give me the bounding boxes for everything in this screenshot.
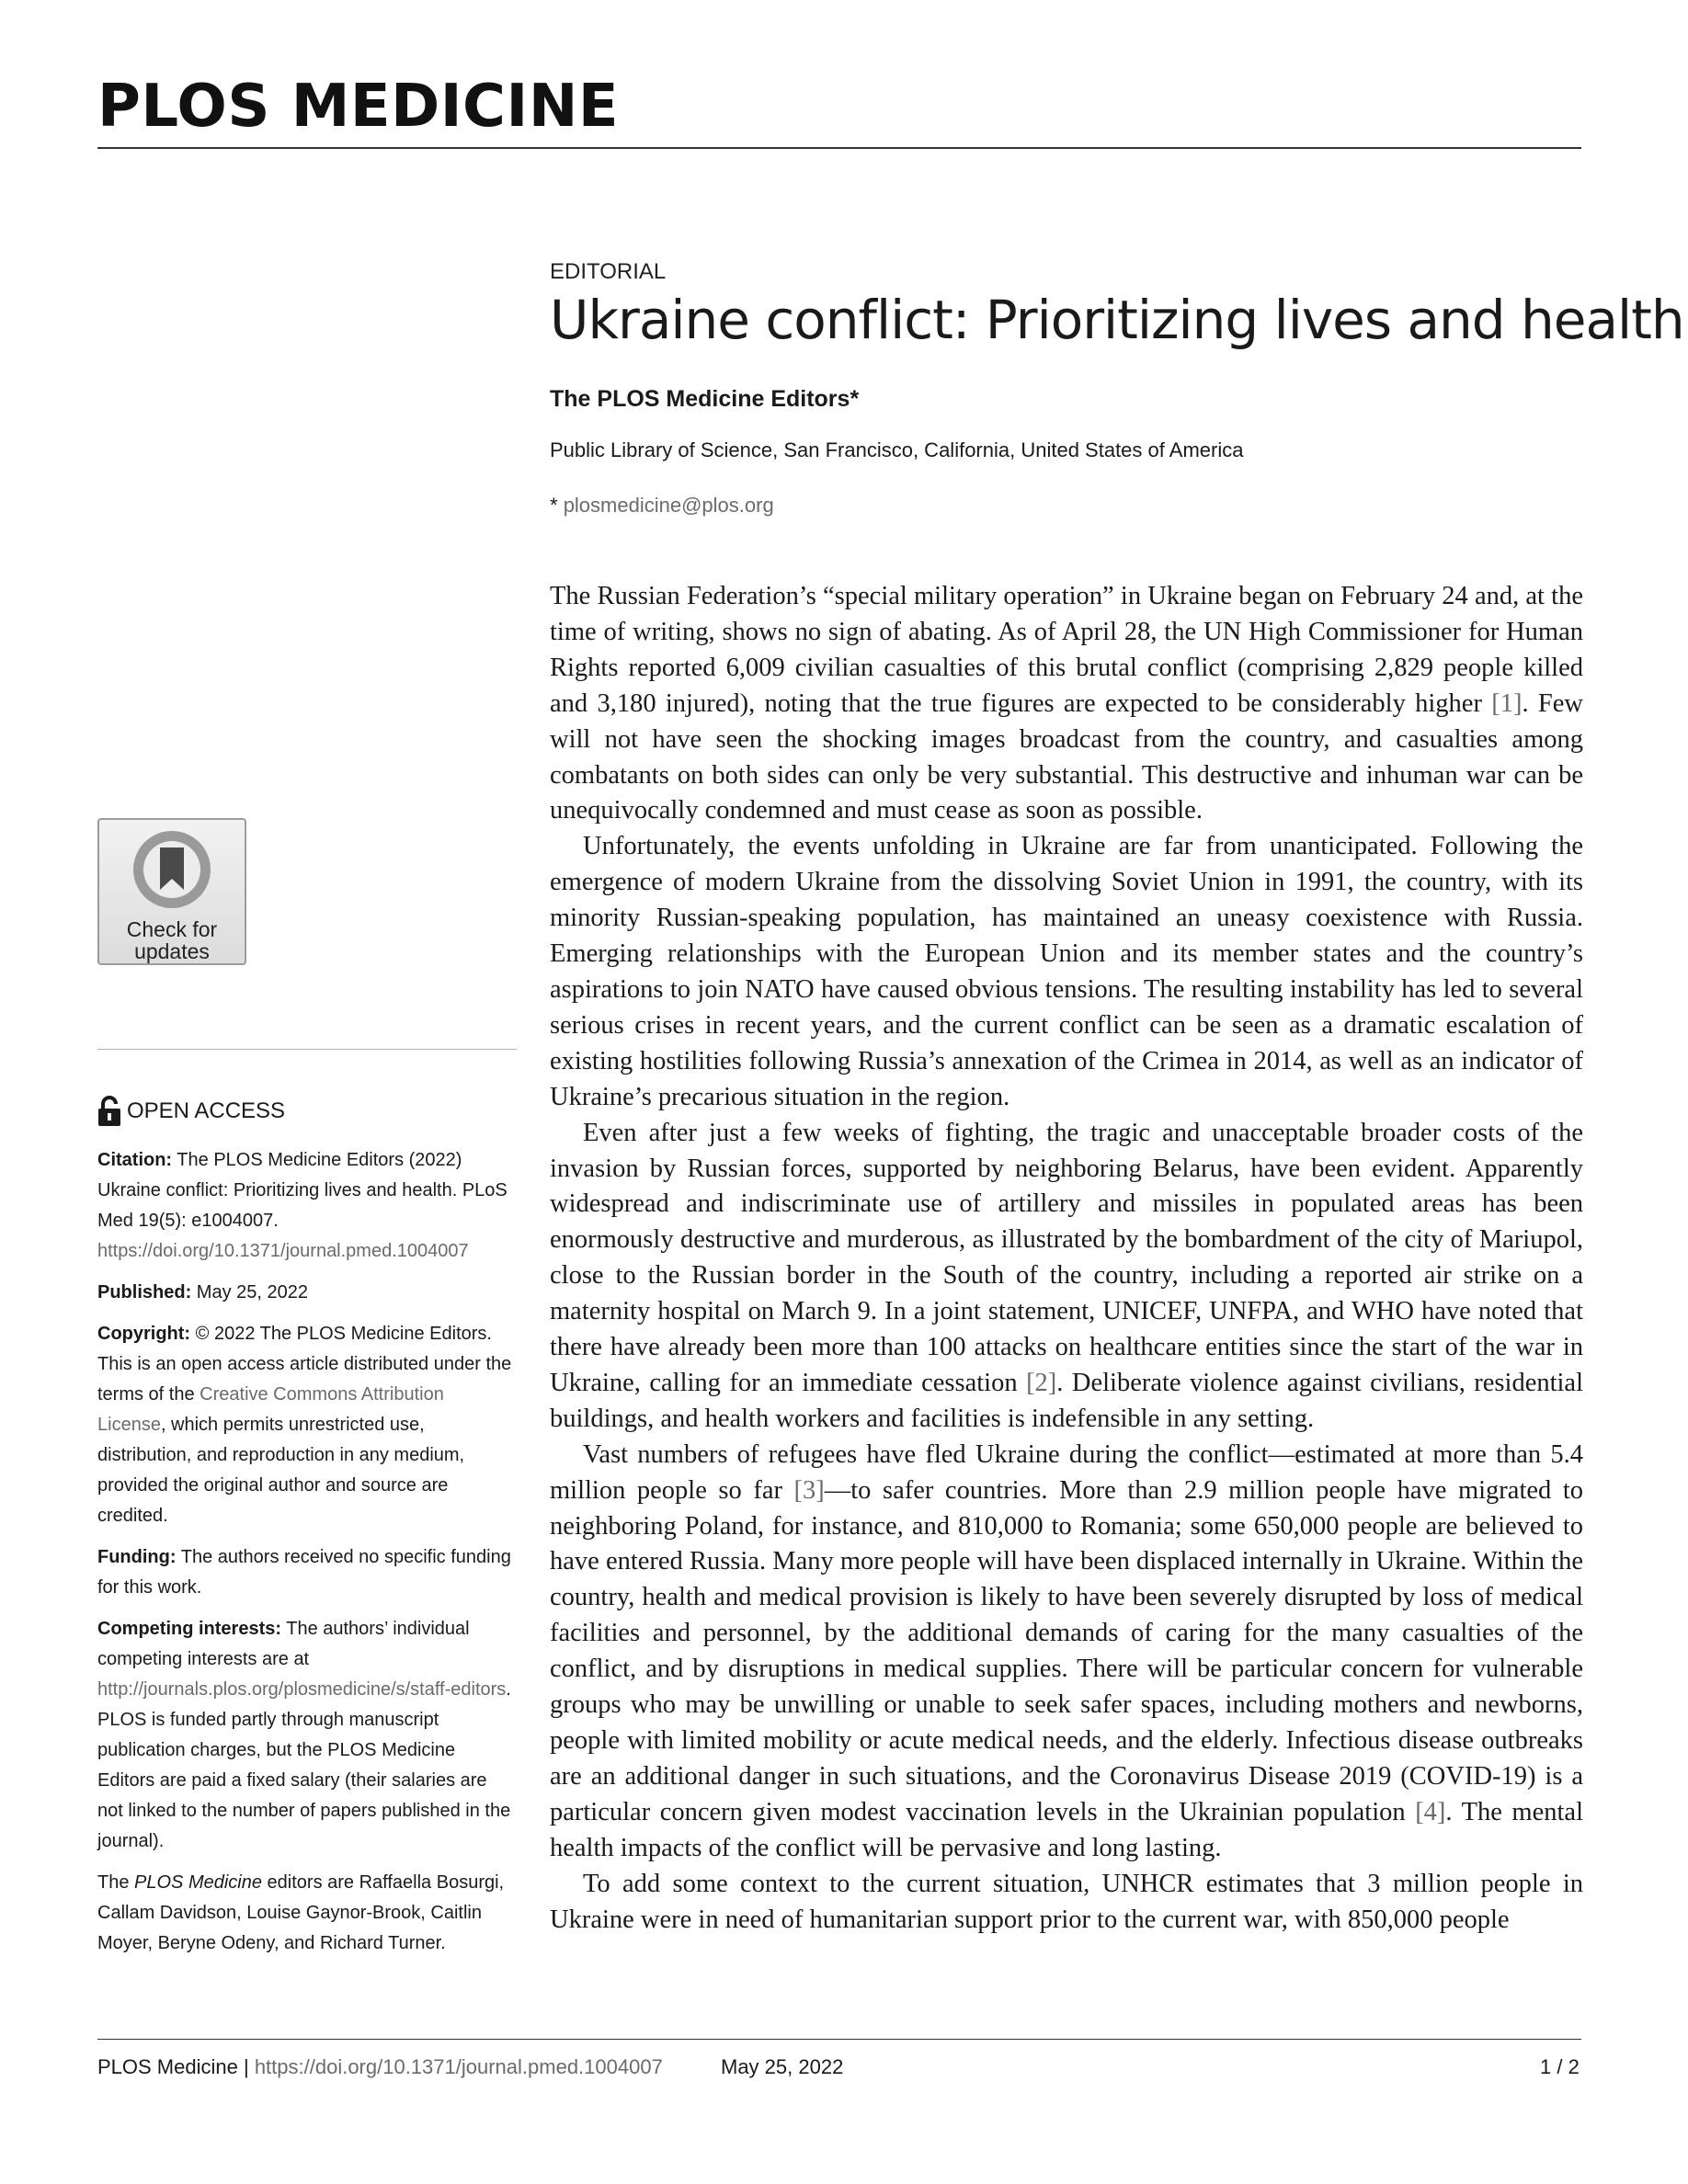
funding-block: Funding: The authors received no specific funding for this work. <box>97 1547 511 1598</box>
page-number: 1 / 2 <box>1540 2055 1580 2078</box>
open-lock-icon <box>97 1096 121 1127</box>
check-for-updates-button[interactable] <box>97 818 246 965</box>
body-paragraph: Even after just a few weeks of fighting, the tragic and unacceptable broader costs of the invasion by Russian forces, supported by neighboring Belarus, have been evident. Apparently widespread and indiscriminate use of artillery and missiles in populated areas has been enormously destructive and murderous, as illustrated by the bombardment of the city of Mariupol, close to the Russian border in the South of the country, including a reported air strike on a maternity hospital on March 9. In a joint statement, UNICEF, UNFPA, and WHO have noted that there have already been more than 100 attacks on healthcare entities since the start of the war in Ukraine, calling for an immediate cessation [2]. Deliberate violence against civilians, residential buildings, and health workers and facilities is indefensible in any setting. <box>550 1118 1583 1433</box>
affiliation: Public Library of Science, San Francisco, California, United States of America <box>550 438 1244 461</box>
corresponding-mark: * <box>550 494 558 517</box>
reference-link[interactable]: [1] <box>1491 688 1523 718</box>
reference-link[interactable]: [2] <box>1026 1368 1057 1397</box>
body-paragraph: The Russian Federation’s “special military operation” in Ukraine began on February 24 and, at the time of writing, shows no sign of abating. As of April 28, the UN High Commissioner for Human Rights reported 6,009 civilian casualties of this brutal conflict (comprising 2,829 people killed and 3,180 injured), noting that the true figures are expected to be considerably higher [1]. Few will not have seen the shocking images broadcast from the country, and casualties among combatants on both sides can only be very substantial. This destructive and inhuman war can be unequivocally condemned and must cease as soon as possible. <box>550 582 1583 825</box>
footer-divider <box>97 2039 1581 2040</box>
corresponding-author-mark: * <box>850 386 860 412</box>
editors-block: The PLOS Medicine editors are Raffaella Bosurgi, Callam Davidson, Louise Gaynor-Brook, Caitlin Moyer, Beryne Odeny, and Richard Turner. <box>97 1872 505 1953</box>
article-body <box>550 579 1583 1938</box>
article-info-sidebar <box>97 1145 517 1970</box>
copyright-block: Copyright: © 2022 The PLOS Medicine Editors. This is an open access article distributed under the terms of the Creative Commons Attribution License, which permits unrestricted use, distribution, and reproduction in any medium, provided the original author and source are credited. <box>97 1324 512 1526</box>
body-paragraph: Unfortunately, the events unfolding in Ukraine are far from unanticipated. Following the emergence of modern Ukraine from the dissolving Soviet Union in 1991, the country, with its minority Russian-speaking population, has maintained an uneasy coexistence with Russia. Emerging relationships with the European Union and its member states and the country’s aspirations to join NATO have caused obvious tensions. The resulting instability has led to several serious crises in recent years, and the current conflict can be seen as a dramatic escalation of existing hostilities following Russia’s annexation of the Crimea in 2014, as well as an indicator of Ukraine’s precarious situation in the region. <box>550 832 1583 1111</box>
author-name[interactable]: The PLOS Medicine Editors <box>550 386 850 412</box>
article-type-label: EDITORIAL <box>550 259 667 284</box>
sidebar-divider <box>97 1049 517 1050</box>
header-divider <box>97 147 1581 149</box>
corresponding-email-link[interactable]: plosmedicine@plos.org <box>563 494 774 517</box>
author-line <box>550 386 859 413</box>
citation-doi-link[interactable]: https://doi.org/10.1371/journal.pmed.1004007 <box>97 1241 469 1261</box>
reference-link[interactable]: [4] <box>1415 1797 1446 1826</box>
corresponding-author <box>550 494 774 518</box>
footer-date: May 25, 2022 <box>721 2055 844 2078</box>
footer-citation: PLOS Medicine | https://doi.org/10.1371/journal.pmed.1004007 <box>97 2055 663 2078</box>
body-paragraph: Vast numbers of refugees have fled Ukraine during the conflict—estimated at more than 5.4 million people so far [3]—to safer countries. More than 2.9 million people have migrated to neighboring Poland, for instance, and 810,000 to Romania; some 650,000 people are believed to have entered Russia. Many more people will have been displaced internally in Ukraine. Within the country, health and medical provision is likely to have been severely disrupted by loss of medical facilities and personnel, by the additional demands of caring for the many casualties of the conflict, and by disruptions in medical supplies. There will be particular concern for vulnerable groups who may be unwilling or unable to seek safer spaces, including mothers and newborns, people with limited mobility or acute medical needs, and the elderly. Infectious disease outbreaks are an additional danger in such situations, and the Coronavirus Disease 2019 (COVID-19) is a particular concern given modest vaccination levels in the Ukrainian population [4]. The mental health impacts of the conflict will be pervasive and long lasting. <box>550 1439 1583 1862</box>
article-title: Ukraine conflict: Prioritizing lives and health <box>550 289 1684 351</box>
license-link[interactable]: Creative Commons Attribution License <box>97 1384 444 1435</box>
open-access-label: OPEN ACCESS <box>127 1098 286 1123</box>
published-block: Published: May 25, 2022 <box>97 1282 308 1302</box>
open-access-indicator <box>97 1096 285 1127</box>
staff-editors-link[interactable]: http://journals.plos.org/plosmedicine/s/staff-editors <box>97 1679 507 1700</box>
bookmark-badge-icon <box>130 827 214 912</box>
body-paragraph: To add some context to the current situation, UNHCR estimates that 3 million people in Ukraine were in need of humanitarian support prior to the current war, with 850,000 people <box>550 1869 1583 1934</box>
reference-link[interactable]: [3] <box>793 1475 825 1505</box>
competing-interests-block: Competing interests: The authors’ individual competing interests are at http://journals.plos.org/plosmedicine/s/staff-editors. PLOS is funded partly through manuscript publication charges, but the PLOS Medicine Editors are paid a fixed salary (their salaries are not linked to the number of papers published in the journal). <box>97 1619 511 1851</box>
footer-journal: PLOS Medicine <box>97 2055 238 2078</box>
footer-doi-link[interactable]: https://doi.org/10.1371/journal.pmed.1004007 <box>254 2055 663 2078</box>
journal-logo: PLOS MEDICINE <box>97 73 620 141</box>
citation-block: Citation: The PLOS Medicine Editors (2022) Ukraine conflict: Prioritizing lives and health. PLoS Med 19(5): e1004007. https://doi.org/10.1371/journal.pmed.1004007 <box>97 1150 508 1261</box>
check-for-updates-label: Check for updates <box>126 917 218 963</box>
